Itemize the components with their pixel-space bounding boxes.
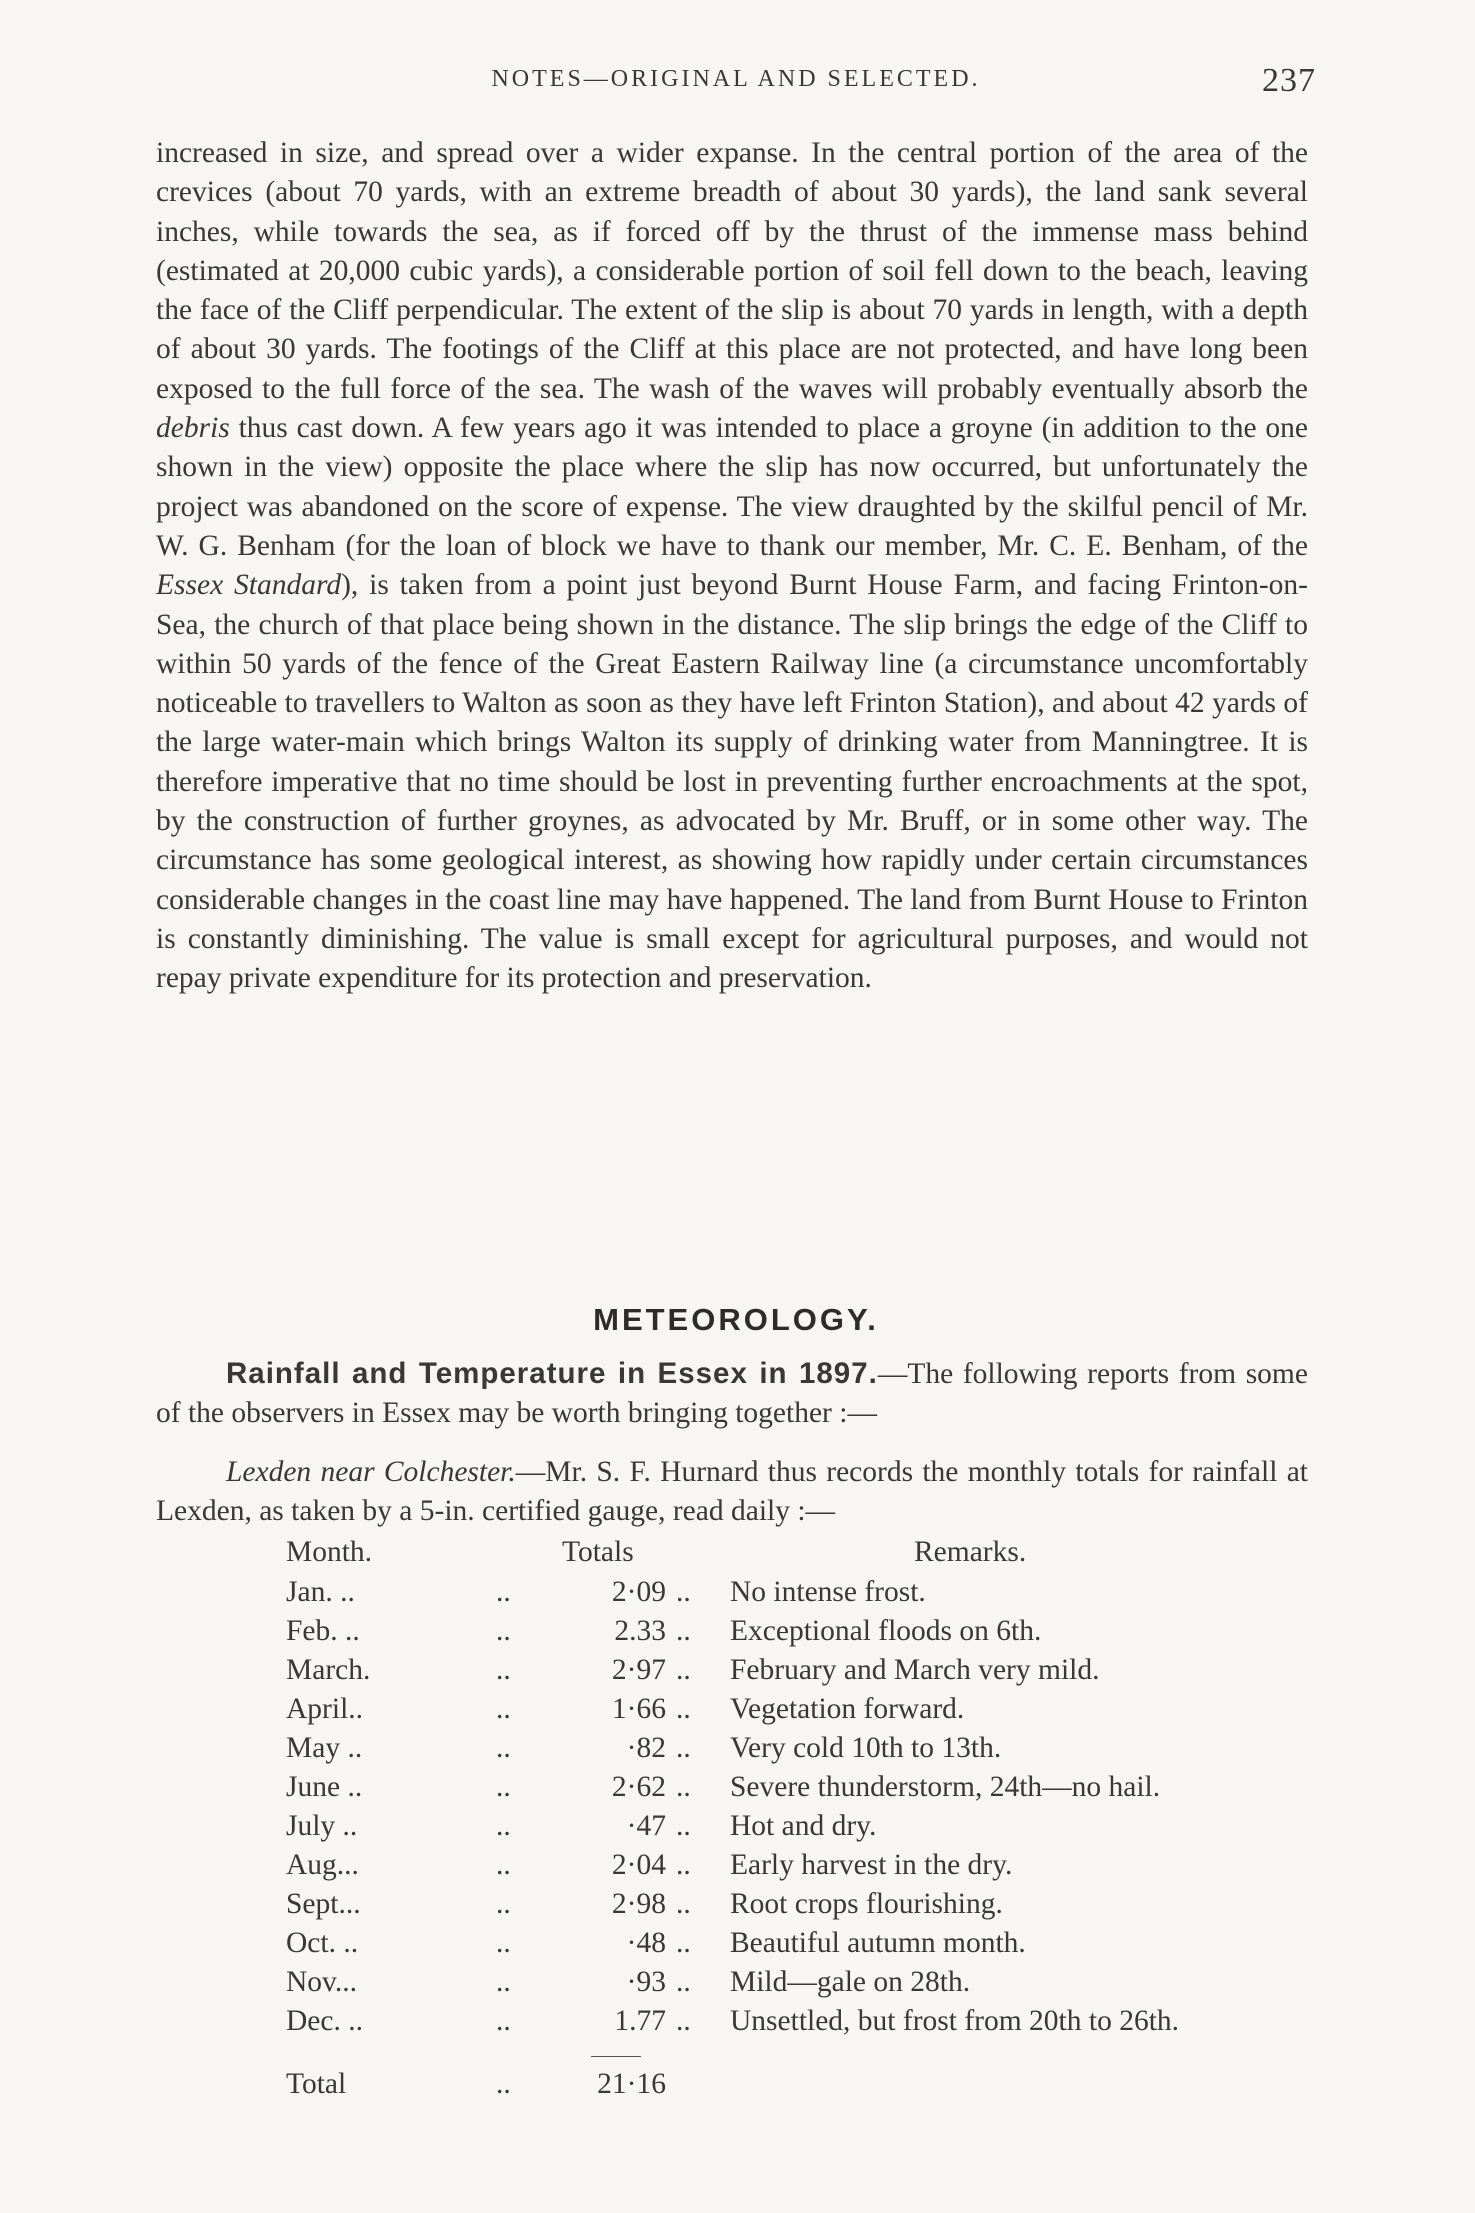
- table-row: [286, 1849, 1326, 1888]
- row-remark: Severe thunderstorm, 24th—no hail.: [730, 1771, 1161, 1803]
- row-total: 2.33: [614, 1615, 666, 1647]
- total-label: Total: [286, 2068, 347, 2100]
- row-month: Oct. ..: [286, 1927, 359, 1959]
- leader-dots: ..: [676, 1849, 691, 1881]
- table-row: [286, 2005, 1326, 2044]
- table-row: [286, 1732, 1326, 1771]
- table-row: [286, 1693, 1326, 1732]
- row-remark: Root crops flourishing.: [730, 1888, 1003, 1920]
- rainfall-intro: [156, 1354, 1308, 1433]
- lexden-paragraph: [156, 1453, 1308, 1531]
- row-remark: Unsettled, but frost from 20th to 26th.: [730, 2005, 1180, 2037]
- rainfall-table: [286, 1536, 1326, 2108]
- page-number: 237: [1262, 62, 1316, 99]
- leader-dots: ..: [676, 1888, 691, 1920]
- leader-dots: ..: [676, 1966, 691, 1998]
- table-row: [286, 1810, 1326, 1849]
- running-title: NOTES—ORIGINAL AND SELECTED.: [491, 66, 981, 92]
- row-remark: Vegetation forward.: [730, 1693, 965, 1725]
- header-month: Month.: [286, 1536, 373, 1568]
- sum-rule: [591, 2056, 641, 2057]
- total-value: 21·16: [597, 2068, 666, 2100]
- leader-dots: ..: [496, 1654, 511, 1686]
- article-text-2: thus cast down. A few years ago it was intended to place a groyne (in addition to the one shown in the view) opposite the place where the slip has now occurred, but unfortunately the project was abandoned on the score of expense. The view draughted by the skilful pencil of Mr. W. G. Benham (for the loan of block we have to thank our member, Mr. C. E. Benham, of the: [156, 412, 1308, 562]
- row-total: ·48: [626, 1927, 666, 1959]
- table-row: [286, 1654, 1326, 1693]
- leader-dots: ..: [676, 1615, 691, 1647]
- row-total: 2·97: [611, 1654, 666, 1686]
- rainfall-intro-text: —The following reports from some of the observers in Essex may be worth bringing together :—: [156, 1358, 1308, 1429]
- leader-dots: ..: [496, 1927, 511, 1959]
- leader-dots: ..: [676, 1810, 691, 1842]
- leader-dots: ..: [496, 1888, 511, 1920]
- lexden-label: Lexden near Colchester.: [226, 1456, 516, 1488]
- row-month: Jan. ..: [286, 1576, 355, 1608]
- leader-dots: ..: [676, 2005, 691, 2037]
- row-total: 2·04: [611, 1849, 666, 1881]
- row-total: ·93: [626, 1966, 666, 1998]
- row-month: Aug...: [286, 1849, 359, 1881]
- leader-dots: ..: [676, 1927, 691, 1959]
- table-row: [286, 1888, 1326, 1927]
- rainfall-title: Rainfall and Temperature in Essex in 1897.: [226, 1357, 878, 1390]
- row-month: June ..: [286, 1771, 363, 1803]
- row-month: Dec. ..: [286, 2005, 363, 2037]
- row-remark: Hot and dry.: [730, 1810, 877, 1842]
- table-row: [286, 1927, 1326, 1966]
- row-month: Feb. ..: [286, 1615, 360, 1647]
- sum-rule-row: [286, 2044, 1326, 2068]
- leader-dots: ..: [496, 1693, 511, 1725]
- table-row: [286, 1771, 1326, 1810]
- table-row: [286, 1615, 1326, 1654]
- row-total: ·82: [626, 1732, 666, 1764]
- leader-dots: ..: [676, 1654, 691, 1686]
- row-total: 1·66: [611, 1693, 666, 1725]
- lexden-text: —Mr. S. F. Hurnard thus records the monthly totals for rainfall at Lexden, as taken by a 5-in. certified gauge, read daily :—: [156, 1456, 1308, 1527]
- header-totals: Totals: [562, 1536, 634, 1568]
- section-heading: METEOROLOGY.: [593, 1302, 879, 1337]
- row-remark: February and March very mild.: [730, 1654, 1100, 1686]
- article-text-1: increased in size, and spread over a wider expanse. In the central portion of the area of the crevices (about 70 yards, with an extreme breadth of about 30 yards), the land sank several inches, while towards the sea, as if forced off by the thrust of the immense mass behind (estimated at 20,000 cubic yards), a considerable portion of soil fell down to the beach, leaving the face of the Cliff perpendicular. The extent of the slip is about 70 yards in length, with a depth of about 30 yards. The footings of the Cliff at this place are not protected, and have long been exposed to the full force of the sea. The wash of the waves will probably eventually absorb the: [156, 137, 1308, 405]
- leader-dots: ..: [496, 1771, 511, 1803]
- essex-standard-title: Essex Standard: [156, 569, 342, 602]
- debris-word: debris: [156, 412, 230, 445]
- row-total: 2·98: [611, 1888, 666, 1920]
- row-total: 2·09: [611, 1576, 666, 1608]
- row-remark: Mild—gale on 28th.: [730, 1966, 971, 1998]
- leader-dots: ..: [676, 1576, 691, 1608]
- article-text-3: ), is taken from a point just beyond Burnt House Farm, and facing Frinton-on-Sea, the church of that place being shown in the distance. The slip brings the edge of the Cliff to within 50 yards of the fence of the Great Eastern Railway line (a circumstance uncomfortably noticeable to travellers to Walton as soon as they have left Frinton Station), and about 42 yards of the large water-main which brings Walton its supply of drinking water from Manningtree. It is therefore imperative that no time should be lost in preventing further encroachments at the spot, by the construction of further groynes, as advocated by Mr. Bruff, or in some other way. The circumstance has some geological interest, as showing how rapidly under certain circumstances considerable changes in the coast line may have happened. The land from Burnt House to Frinton is constantly diminishing. The value is small except for agricultural purposes, and would not repay private expenditure for its protection and preservation.: [156, 569, 1309, 995]
- table-header: [286, 1536, 1326, 1576]
- table-row: [286, 1966, 1326, 2005]
- row-remark: Early harvest in the dry.: [730, 1849, 1013, 1881]
- leader-dots: ..: [496, 1576, 511, 1608]
- row-month: April..: [286, 1693, 364, 1725]
- row-remark: Exceptional floods on 6th.: [730, 1615, 1042, 1647]
- leader-dots: ..: [676, 1732, 691, 1764]
- row-remark: Beautiful autumn month.: [730, 1927, 1026, 1959]
- leader-dots: ..: [496, 1810, 511, 1842]
- leader-dots: ..: [496, 1849, 511, 1881]
- leader-dots: ..: [676, 1693, 691, 1725]
- row-month: May ..: [286, 1732, 363, 1764]
- row-total: ·47: [626, 1810, 666, 1842]
- leader-dots: ..: [496, 1732, 511, 1764]
- table-row: [286, 1576, 1326, 1615]
- row-total: 2·62: [611, 1771, 666, 1803]
- leader-dots: ..: [676, 1771, 691, 1803]
- row-month: March.: [286, 1654, 371, 1686]
- leader-dots: ..: [496, 1966, 511, 1998]
- row-remark: Very cold 10th to 13th.: [730, 1732, 1002, 1764]
- article-paragraph: [156, 134, 1308, 999]
- leader-dots: ..: [496, 1615, 511, 1647]
- row-total: 1.77: [614, 2005, 666, 2037]
- row-month: July ..: [286, 1810, 358, 1842]
- row-month: Sept...: [286, 1888, 361, 1920]
- header-remarks: Remarks.: [914, 1536, 1027, 1568]
- row-remark: No intense frost.: [730, 1576, 926, 1608]
- row-month: Nov...: [286, 1966, 358, 1998]
- leader-dots: ..: [496, 2005, 511, 2037]
- total-row: [286, 2068, 1326, 2108]
- leader-dots: ..: [496, 2068, 511, 2100]
- running-header: [156, 62, 1316, 106]
